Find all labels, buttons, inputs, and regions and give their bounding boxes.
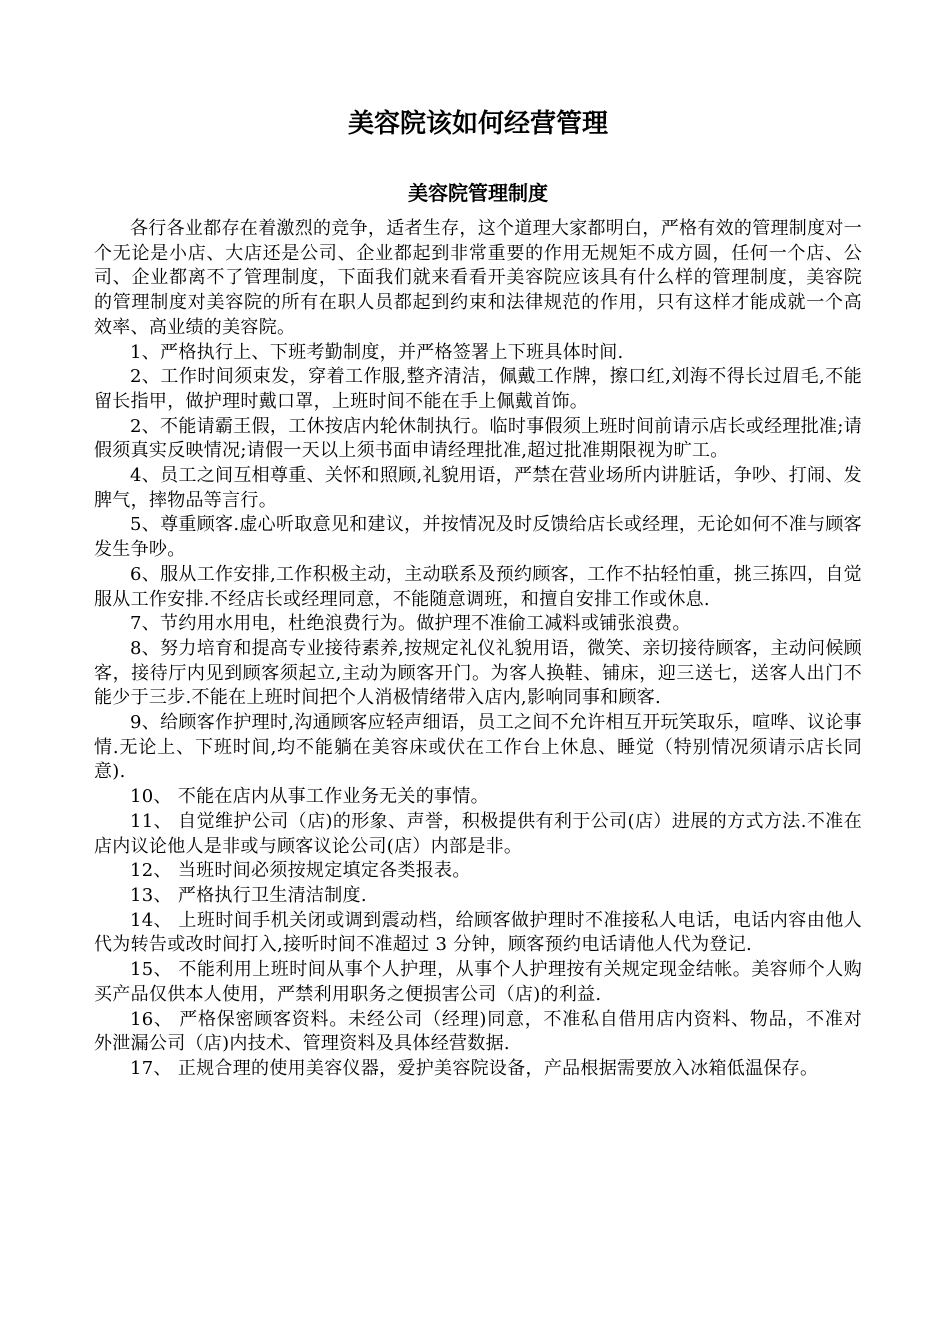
rule-paragraph: 1、严格执行上、下班考勤制度，并严格签署上下班具体时间. [130,341,624,363]
rule-paragraph: 5、尊重顾客.虚心听取意见和建议，并按情况及时反馈给店长或经理，无论如何不准与顾客发生争吵。 [94,514,862,561]
rule-paragraph: 7、节约用水用电，杜绝浪费行为。做护理不准偷工减料或铺张浪费。 [130,613,691,635]
rule-paragraph: 2、工作时间须束发，穿着工作服,整齐清洁，佩戴工作牌，擦口红,刘海不得长过眉毛,不能留长指甲，做护理时戴口罩，上班时间不能在手上佩戴首饰。 [94,366,862,412]
rule-paragraph: 4、员工之间互相尊重、关怀和照顾,礼貌用语，严禁在营业场所内讲脏话，争吵、打闹、发脾气，摔物品等言行。 [94,465,862,511]
rule-paragraph: 9、给顾客作护理时,沟通顾客应轻声细语，员工之间不允许相互开玩笑取乐，喧哗、议论事情.无论上、下班时间,均不能躺在美容床或伏在工作台上休息、睡觉（特别情况须请示店长同意). [94,712,862,783]
rule-paragraph: 11、 自觉维护公司（店)的形象、声誉，积极提供有利于公司(店）进展的方式方法.不准在店内议论他人是非或与顾客议论公司(店）内部是非。 [94,810,862,857]
rule-paragraph: 17、 正规合理的使用美容仪器，爱护美容院设备，产品根据需要放入冰箱低温保存。 [130,1057,819,1079]
document-body [94,217,862,1082]
intro-paragraph: 各行各业都存在着激烈的竞争，适者生存，这个道理大家都明白，严格有效的管理制度对一个无论是小店、大店还是公司、企业都起到非常重要的作用无规矩不成方圆，任何一个店、公司、企业都离不了管理制度，下面我们就来看看开美容院应该具有什么样的管理制度，美容院的管理制度对美容院的所有在职人员都起到约束和法律规范的作用，只有这样才能成就一个高效率、高业绩的美容院。 [94,218,862,338]
document-title: 美容院该如何经营管理 [347,109,608,139]
section-title: 美容院管理制度 [408,181,548,205]
rule-paragraph: 14、 上班时间手机关闭或调到震动档，给顾客做护理时不准接私人电话，电话内容由他人代为转告或改时间打入,接听时间不准超过 3 分钟，顾客预约电话请他人代为登记. [94,909,862,956]
rule-paragraph: 16、 严格保密顾客资料。未经公司（经理)同意，不准私自借用店内资料、物品，不准对外泄漏公司（店)内技术、管理资料及具体经营数据. [94,1008,862,1055]
rule-paragraph: 13、 严格执行卫生清洁制度. [130,884,367,906]
rule-paragraph: 8、努力培育和提高专业接待素养,按规定礼仪礼貌用语，微笑、亲切接待顾客，主动问候顾客，接待厅内见到顾客须起立,主动为顾客开门。为客人换鞋、铺床，迎三送七，送客人出门不能少于三步.不能在上班时间把个人消极情绪带入店内,影响同事和顾客. [94,637,862,709]
rule-paragraph: 12、 当班时间必须按规定填定各类报表。 [130,860,471,882]
rule-paragraph: 15、 不能利用上班时间从事个人护理，从事个人护理按有关规定现金结帐。美容师个人购买产品仅供本人使用，严禁利用职务之便损害公司（店)的利益. [94,959,862,1005]
rule-paragraph: 10、 不能在店内从事工作业务无关的事情。 [130,786,489,808]
rule-paragraph: 6、服从工作安排,工作积极主动，主动联系及预约顾客，工作不拈轻怕重，挑三拣四，自觉服从工作安排.不经店长或经理同意，不能随意调班，和擅自安排工作或休息. [94,563,862,610]
rule-paragraph: 2、不能请霸王假，工休按店内轮休制执行。临时事假须上班时间前请示店长或经理批准;请假须真实反映情况;请假一天以上须书面申请经理批准,超过批准期限视为旷工。 [94,415,862,462]
